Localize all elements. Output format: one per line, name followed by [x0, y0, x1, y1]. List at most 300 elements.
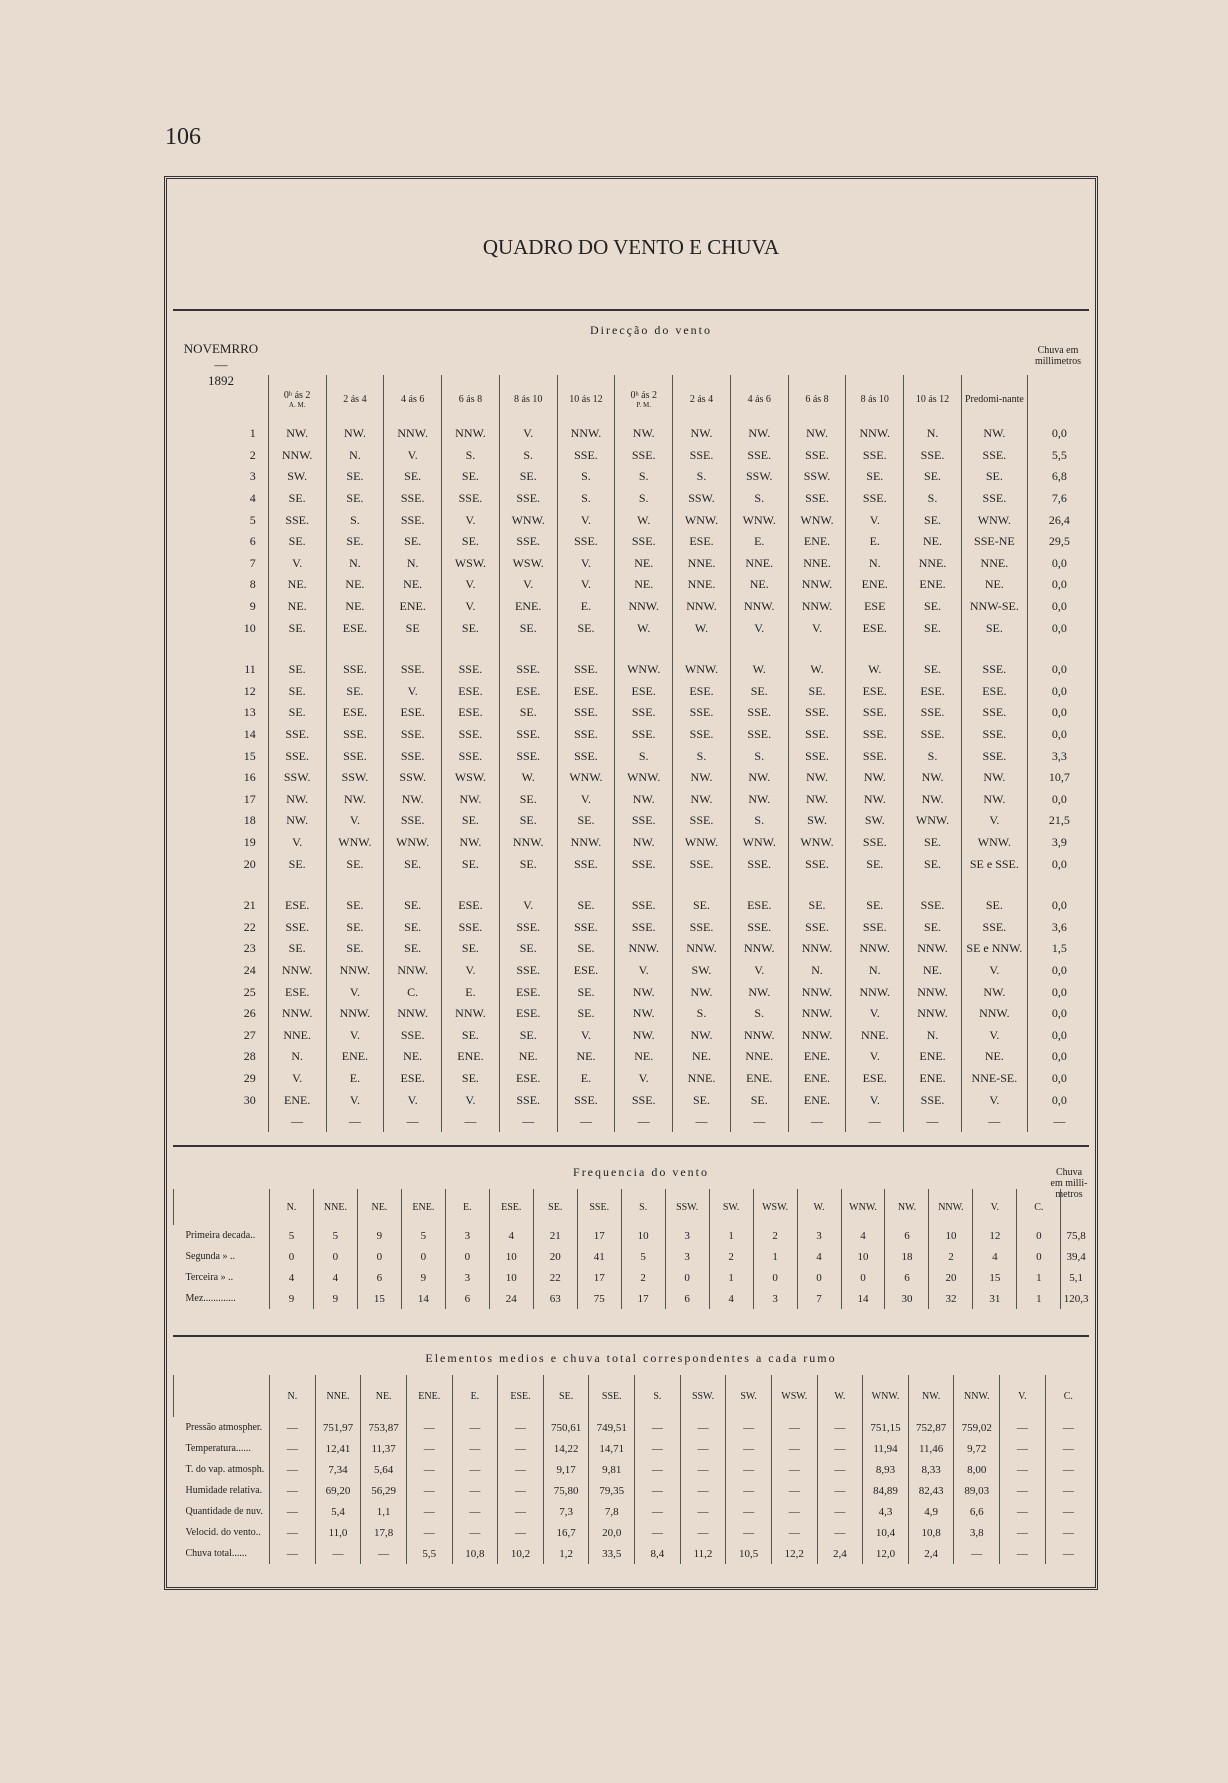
- wind-cell: SE.: [442, 617, 500, 639]
- rain-cell: 75,8: [1061, 1225, 1091, 1246]
- day-number: 17: [243, 791, 256, 806]
- day-number: 19: [243, 834, 256, 849]
- wind-cell: SE.: [268, 938, 326, 960]
- elements-cell: —: [817, 1501, 863, 1522]
- elements-cell: —: [635, 1417, 681, 1438]
- wind-cell: ESE.: [384, 1068, 442, 1090]
- wind-cell: NNW.: [730, 938, 788, 960]
- elements-cell: 11,94: [863, 1438, 909, 1459]
- frequency-cell: 17: [577, 1225, 621, 1246]
- wind-cell: SSW.: [730, 466, 788, 488]
- wind-cell: NNE.: [961, 553, 1027, 575]
- wind-cell: S.: [557, 466, 615, 488]
- wind-cell: WNW.: [557, 767, 615, 789]
- elements-row: [174, 1459, 1092, 1480]
- row-label: Temperatura......: [185, 1443, 251, 1454]
- wind-cell: SE.: [557, 981, 615, 1003]
- frequency-cell: 6: [885, 1225, 929, 1246]
- elements-row: [174, 1438, 1092, 1459]
- wind-cell: SE.: [904, 853, 962, 875]
- wind-cell: SE.: [499, 702, 557, 724]
- wind-cell: V.: [557, 553, 615, 575]
- wind-cell: E.: [730, 531, 788, 553]
- wind-cell: SSE.: [673, 724, 731, 746]
- wind-direction-table: [173, 375, 1091, 1132]
- wind-cell: SE.: [268, 488, 326, 510]
- elements-cell: 749,51: [589, 1417, 635, 1438]
- rain-cell: 6,8: [1027, 466, 1091, 488]
- wind-cell: NW.: [673, 1024, 731, 1046]
- wind-cell: SSE.: [961, 445, 1027, 467]
- wind-cell: SE.: [499, 810, 557, 832]
- frequency-column-header: ENE.: [401, 1189, 445, 1225]
- wind-cell: NW.: [673, 767, 731, 789]
- wind-cell: V.: [557, 1024, 615, 1046]
- wind-cell: WNW.: [788, 832, 846, 854]
- wind-cell: ESE.: [961, 681, 1027, 703]
- dash-cell: —: [730, 1111, 788, 1133]
- wind-cell: NW.: [904, 789, 962, 811]
- wind-cell: N.: [268, 1046, 326, 1068]
- wind-cell: V.: [730, 617, 788, 639]
- wind-cell: SW.: [788, 810, 846, 832]
- wind-cell: NW.: [846, 789, 904, 811]
- day-number: 29: [243, 1070, 256, 1085]
- elements-cell: 7,34: [315, 1459, 361, 1480]
- wind-cell: NNW.: [788, 981, 846, 1003]
- wind-cell: SSE.: [904, 445, 962, 467]
- wind-cell: V.: [557, 509, 615, 531]
- elements-column-header: SW.: [726, 1375, 772, 1417]
- wind-cell: SSE.: [961, 488, 1027, 510]
- frequency-cell: 5: [401, 1225, 445, 1246]
- wind-cell: ENE.: [846, 574, 904, 596]
- frequency-column-header: SSE.: [577, 1189, 621, 1225]
- frequency-row: [174, 1246, 1092, 1267]
- elements-cell: 17,8: [361, 1522, 407, 1543]
- wind-cell: SSE.: [326, 659, 384, 681]
- elements-cell: 753,87: [361, 1417, 407, 1438]
- frequency-column-header: WNW.: [841, 1189, 885, 1225]
- spacer-cell: [673, 875, 731, 895]
- row-label: Quantidade de nuv.: [185, 1506, 263, 1517]
- day-row: [173, 423, 1091, 445]
- wind-cell: SSE.: [384, 745, 442, 767]
- frequency-column-header: N.: [269, 1189, 313, 1225]
- wind-cell: ENE.: [730, 1068, 788, 1090]
- elements-cell: 751,15: [863, 1417, 909, 1438]
- frequency-cell: 2: [753, 1225, 797, 1246]
- wind-cell: SSE.: [730, 724, 788, 746]
- wind-cell: SSE.: [442, 488, 500, 510]
- wind-cell: SSE.: [557, 745, 615, 767]
- dash-cell: —: [442, 1111, 500, 1133]
- wind-cell: S.: [730, 488, 788, 510]
- wind-cell: SSE.: [326, 745, 384, 767]
- divider: [173, 1335, 1089, 1337]
- wind-cell: WSW.: [442, 767, 500, 789]
- wind-cell: SSE.: [615, 916, 673, 938]
- wind-cell: N.: [788, 960, 846, 982]
- wind-cell: SE.: [788, 681, 846, 703]
- wind-cell: SSW.: [268, 767, 326, 789]
- wind-cell: SE.: [730, 681, 788, 703]
- wind-cell: SE.: [904, 509, 962, 531]
- frequency-cell: 6: [445, 1288, 489, 1309]
- day-number: 13: [243, 705, 256, 720]
- wind-cell: SSE.: [442, 724, 500, 746]
- wind-cell: V.: [442, 960, 500, 982]
- day-row: [173, 1003, 1091, 1025]
- wind-cell: SE.: [673, 1089, 731, 1111]
- rain-cell: 0,0: [1027, 1024, 1091, 1046]
- frequency-cell: 14: [401, 1288, 445, 1309]
- wind-cell: NW.: [730, 423, 788, 445]
- elements-cell: —: [498, 1459, 544, 1480]
- elements-cell: 5,4: [315, 1501, 361, 1522]
- elements-cell: —: [498, 1438, 544, 1459]
- frequency-cell: 3: [445, 1267, 489, 1288]
- elements-cell: —: [1000, 1459, 1046, 1480]
- frequency-cell: 17: [621, 1288, 665, 1309]
- wind-cell: WNW.: [673, 832, 731, 854]
- wind-cell: ESE.: [268, 981, 326, 1003]
- wind-cell: V.: [846, 1003, 904, 1025]
- wind-cell: SE.: [904, 659, 962, 681]
- elements-cell: —: [680, 1522, 726, 1543]
- wind-cell: W.: [615, 617, 673, 639]
- frequency-cell: 0: [665, 1267, 709, 1288]
- day-row: [173, 531, 1091, 553]
- rain-column-header: [1061, 1189, 1091, 1225]
- wind-cell: ESE.: [326, 617, 384, 639]
- wind-cell: NNE.: [730, 553, 788, 575]
- frequency-column-header: V.: [973, 1189, 1017, 1225]
- direction-column-header: [730, 375, 788, 423]
- rain-cell: 39,4: [1061, 1246, 1091, 1267]
- frequency-column-header: ESE.: [489, 1189, 533, 1225]
- frequency-cell: 0: [357, 1246, 401, 1267]
- frequency-cell: 20: [929, 1267, 973, 1288]
- elements-cell: —: [270, 1438, 316, 1459]
- wind-cell: N.: [326, 553, 384, 575]
- frequency-cell: 0: [401, 1246, 445, 1267]
- wind-cell: V.: [326, 810, 384, 832]
- wind-cell: SE.: [557, 617, 615, 639]
- elements-cell: 11,46: [908, 1438, 954, 1459]
- rain-cell: 0,0: [1027, 702, 1091, 724]
- wind-cell: NW.: [326, 423, 384, 445]
- elements-cell: —: [406, 1522, 452, 1543]
- elements-cell: —: [771, 1522, 817, 1543]
- wind-cell: SE.: [384, 531, 442, 553]
- frequency-cell: 32: [929, 1288, 973, 1309]
- frequency-column-header: SW.: [709, 1189, 753, 1225]
- wind-cell: SE.: [846, 853, 904, 875]
- wind-cell: SE e SSE.: [961, 853, 1027, 875]
- frequency-cell: 9: [269, 1288, 313, 1309]
- elements-cell: 8,93: [863, 1459, 909, 1480]
- wind-cell: W.: [846, 659, 904, 681]
- wind-cell: NNE.: [788, 553, 846, 575]
- elements-column-header: NNW.: [954, 1375, 1000, 1417]
- wind-cell: SSW.: [673, 488, 731, 510]
- wind-cell: SSE.: [673, 702, 731, 724]
- frequency-cell: 20: [533, 1246, 577, 1267]
- elements-cell: —: [635, 1522, 681, 1543]
- wind-cell: SE.: [904, 832, 962, 854]
- rain-cell: 7,6: [1027, 488, 1091, 510]
- wind-cell: ENE.: [904, 1068, 962, 1090]
- wind-cell: WNW.: [673, 509, 731, 531]
- wind-cell: S.: [904, 488, 962, 510]
- wind-cell: NW.: [268, 423, 326, 445]
- wind-cell: V.: [499, 574, 557, 596]
- wind-cell: NNW.: [846, 423, 904, 445]
- rain-cell: 0,0: [1027, 789, 1091, 811]
- elements-cell: 759,02: [954, 1417, 1000, 1438]
- frequency-cell: 4: [489, 1225, 533, 1246]
- wind-cell: ENE.: [499, 596, 557, 618]
- wind-cell: SSE.: [904, 702, 962, 724]
- wind-cell: SSE.: [673, 810, 731, 832]
- frequency-cell: 6: [357, 1267, 401, 1288]
- wind-cell: SE.: [442, 938, 500, 960]
- wind-cell: ESE.: [846, 617, 904, 639]
- elements-cell: —: [1000, 1522, 1046, 1543]
- wind-cell: W.: [730, 659, 788, 681]
- day-row: [173, 466, 1091, 488]
- pm-label: P. M.: [636, 400, 652, 409]
- wind-cell: SE.: [442, 1068, 500, 1090]
- dash-cell: —: [673, 1111, 731, 1133]
- spacer-cell: [557, 875, 615, 895]
- frequency-cell: 4: [797, 1246, 841, 1267]
- elements-cell: —: [270, 1480, 316, 1501]
- wind-cell: V.: [384, 1089, 442, 1111]
- elements-cell: —: [452, 1417, 498, 1438]
- wind-cell: NE.: [268, 574, 326, 596]
- wind-cell: ESE.: [442, 681, 500, 703]
- rain-cell: 0,0: [1027, 724, 1091, 746]
- day-number: 24: [243, 962, 256, 977]
- wind-cell: NNW.: [384, 960, 442, 982]
- wind-cell: SSE.: [557, 853, 615, 875]
- frequency-cell: 4: [313, 1267, 357, 1288]
- wind-cell: SE.: [846, 895, 904, 917]
- day-row: [173, 960, 1091, 982]
- elements-cell: —: [1000, 1417, 1046, 1438]
- wind-cell: NW.: [961, 789, 1027, 811]
- wind-cell: SE.: [384, 895, 442, 917]
- elements-cell: —: [771, 1417, 817, 1438]
- elements-cell: —: [270, 1501, 316, 1522]
- elements-cell: 9,17: [543, 1459, 589, 1480]
- wind-cell: S.: [615, 745, 673, 767]
- frequency-cell: 6: [665, 1288, 709, 1309]
- rain-cell: 0,0: [1027, 659, 1091, 681]
- elements-cell: 11,37: [361, 1438, 407, 1459]
- wind-cell: NNW.: [788, 596, 846, 618]
- rain-cell: 3,6: [1027, 916, 1091, 938]
- row-label: Terceira » ..: [185, 1272, 234, 1283]
- wind-cell: V.: [961, 810, 1027, 832]
- wind-cell: WNW.: [730, 832, 788, 854]
- wind-cell: WNW.: [499, 509, 557, 531]
- elements-cell: —: [1045, 1417, 1091, 1438]
- frequency-cell: 1: [1017, 1288, 1061, 1309]
- wind-cell: NNE.: [904, 553, 962, 575]
- elements-column-header: NE.: [361, 1375, 407, 1417]
- month-label: NOVEMRRO: [183, 341, 259, 356]
- frequency-column-header: W.: [797, 1189, 841, 1225]
- wind-cell: NE.: [904, 960, 962, 982]
- wind-cell: V.: [499, 895, 557, 917]
- wind-cell: SE.: [904, 617, 962, 639]
- wind-cell: SE.: [961, 895, 1027, 917]
- wind-cell: V.: [615, 960, 673, 982]
- frequency-cell: 75: [577, 1288, 621, 1309]
- divider: [173, 1145, 1089, 1147]
- wind-cell: NNW.: [788, 1003, 846, 1025]
- elements-cell: —: [452, 1459, 498, 1480]
- wind-cell: NE.: [326, 574, 384, 596]
- elements-cell: —: [452, 1501, 498, 1522]
- elements-cell: 10,8: [908, 1522, 954, 1543]
- wind-cell: NNW.: [615, 596, 673, 618]
- rain-cell: 1,5: [1027, 938, 1091, 960]
- wind-cell: NNW.: [904, 938, 962, 960]
- spacer-cell: [173, 875, 268, 895]
- wind-cell: NNW.: [730, 596, 788, 618]
- dash-cell: —: [1027, 1111, 1091, 1133]
- wind-cell: S.: [615, 466, 673, 488]
- frequency-row: [174, 1288, 1092, 1309]
- elements-cell: —: [817, 1417, 863, 1438]
- frequency-cell: 9: [401, 1267, 445, 1288]
- wind-cell: V.: [788, 617, 846, 639]
- wind-cell: WNW.: [615, 659, 673, 681]
- wind-cell: V.: [846, 1089, 904, 1111]
- wind-cell: NW.: [730, 767, 788, 789]
- frequency-cell: 3: [665, 1225, 709, 1246]
- frequency-cell: 1: [709, 1225, 753, 1246]
- column-label: 0ʰ ás 2: [283, 389, 311, 401]
- column-label: 0ʰ ás 2: [630, 389, 657, 401]
- wind-cell: ESE.: [384, 702, 442, 724]
- wind-cell: NE.: [557, 1046, 615, 1068]
- day-row: [173, 832, 1091, 854]
- wind-cell: SE.: [268, 617, 326, 639]
- frequency-cell: 17: [577, 1267, 621, 1288]
- spacer-cell: [499, 875, 557, 895]
- dash-cell: —: [268, 1111, 326, 1133]
- wind-cell: SSE.: [846, 445, 904, 467]
- elements-cell: —: [771, 1459, 817, 1480]
- frequency-cell: 31: [973, 1288, 1017, 1309]
- frequency-cell: 4: [841, 1225, 885, 1246]
- day-number: 11: [244, 662, 256, 677]
- frequency-column-header: WSW.: [753, 1189, 797, 1225]
- wind-cell: SSE.: [788, 745, 846, 767]
- frequency-row: [174, 1225, 1092, 1246]
- column-label: 2 ás 4: [689, 393, 714, 405]
- wind-cell: C.: [384, 981, 442, 1003]
- spacer-cell: [173, 639, 268, 659]
- rain-cell: 0,0: [1027, 1068, 1091, 1090]
- divider: [173, 309, 1089, 311]
- elements-cell: —: [498, 1501, 544, 1522]
- wind-cell: WNW.: [904, 810, 962, 832]
- spacer-cell: [846, 875, 904, 895]
- wind-cell: SW.: [268, 466, 326, 488]
- frequency-cell: 24: [489, 1288, 533, 1309]
- wind-cell: SE.: [442, 853, 500, 875]
- wind-cell: SSE.: [268, 509, 326, 531]
- elements-cell: 5,64: [361, 1459, 407, 1480]
- wind-cell: S.: [673, 745, 731, 767]
- spacer-cell: [615, 639, 673, 659]
- elements-column-header: SSW.: [680, 1375, 726, 1417]
- elements-cell: —: [1000, 1438, 1046, 1459]
- wind-cell: NNW.: [326, 1003, 384, 1025]
- elements-cell: —: [771, 1438, 817, 1459]
- wind-cell: SSE.: [846, 916, 904, 938]
- wind-cell: SE.: [499, 617, 557, 639]
- elements-cell: 9,72: [954, 1438, 1000, 1459]
- wind-cell: NW.: [326, 789, 384, 811]
- column-label: 6 ás 8: [458, 393, 483, 405]
- day-row: [173, 1089, 1091, 1111]
- wind-cell: ESE.: [904, 681, 962, 703]
- elements-column-header: C.: [1045, 1375, 1091, 1417]
- wind-cell: NNW.: [557, 423, 615, 445]
- wind-cell: NNW.: [788, 1024, 846, 1046]
- wind-cell: WNW.: [673, 659, 731, 681]
- wind-cell: SSE.: [557, 445, 615, 467]
- frequency-cell: 22: [533, 1267, 577, 1288]
- wind-cell: ESE.: [730, 895, 788, 917]
- wind-cell: V.: [268, 553, 326, 575]
- wind-cell: V.: [326, 1024, 384, 1046]
- wind-cell: NNE.: [846, 1024, 904, 1046]
- wind-cell: SSE.: [384, 488, 442, 510]
- direction-column-header: [673, 375, 731, 423]
- frequency-cell: 10: [489, 1267, 533, 1288]
- row-label: Segunda » ..: [185, 1251, 235, 1262]
- elements-cell: —: [817, 1438, 863, 1459]
- page-title: QUADRO DO VENTO E CHUVA: [482, 235, 780, 259]
- column-label: 10 ás 12: [569, 393, 603, 405]
- elements-cell: 751,97: [315, 1417, 361, 1438]
- wind-cell: SSE.: [499, 960, 557, 982]
- spacer-cell: [384, 639, 442, 659]
- frequency-cell: 10: [929, 1225, 973, 1246]
- wind-cell: SE.: [557, 1003, 615, 1025]
- spacer-cell: [268, 639, 326, 659]
- wind-cell: SE.: [268, 853, 326, 875]
- frequency-cell: 4: [269, 1267, 313, 1288]
- spacer-cell: [326, 639, 384, 659]
- day-number: 28: [243, 1049, 256, 1064]
- frequency-cell: 3: [445, 1225, 489, 1246]
- wind-cell: E.: [326, 1068, 384, 1090]
- elements-column-header: WNW.: [863, 1375, 909, 1417]
- wind-cell: ENE.: [904, 574, 962, 596]
- wind-cell: ESE.: [442, 895, 500, 917]
- elements-column-header: W.: [817, 1375, 863, 1417]
- wind-cell: NNW.: [268, 445, 326, 467]
